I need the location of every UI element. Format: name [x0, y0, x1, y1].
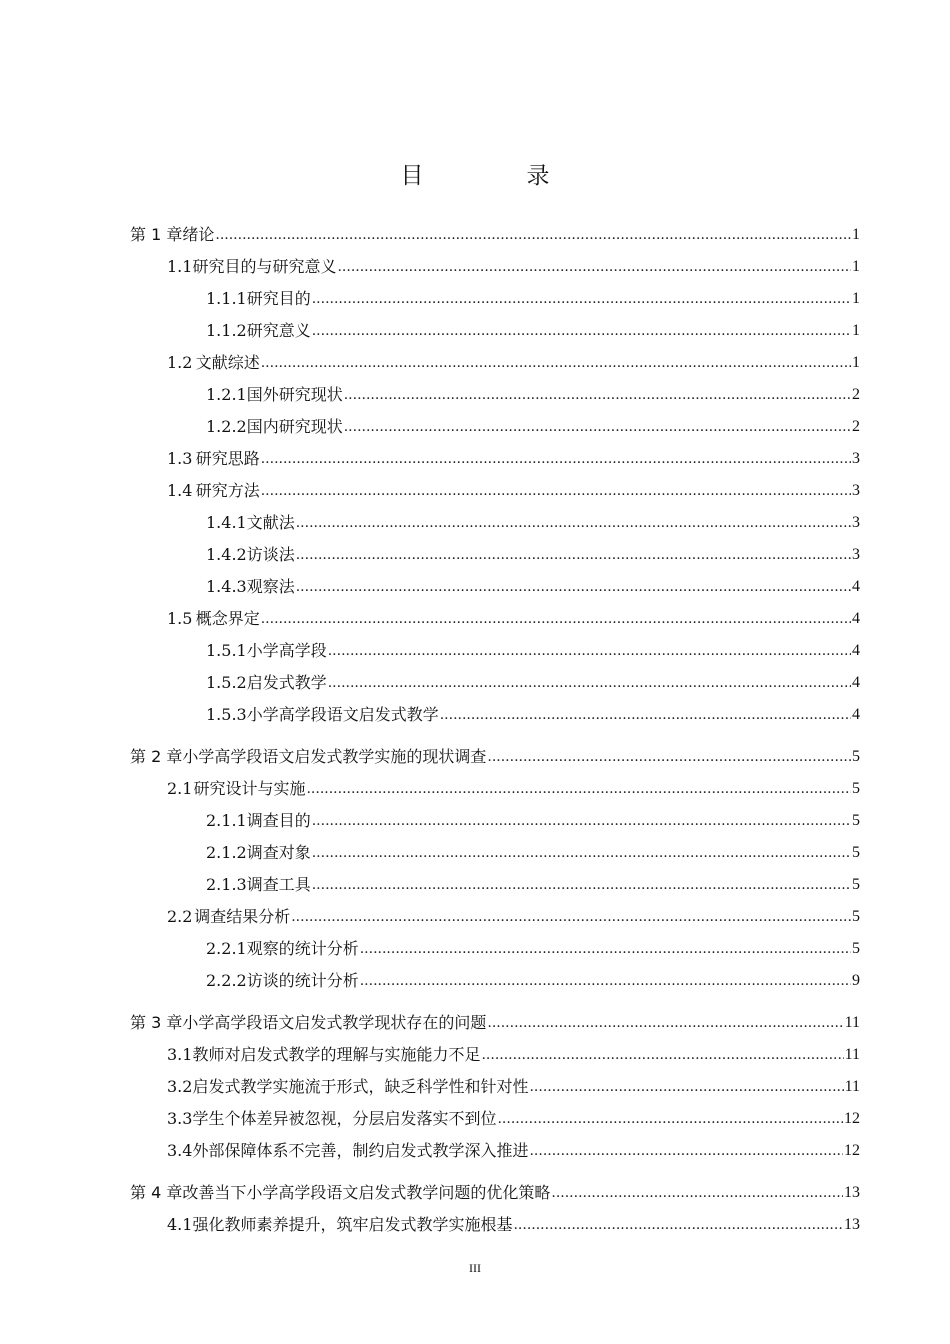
- toc-entry-number: 1.1: [167, 257, 193, 276]
- toc-entry-page-number: 5: [852, 812, 860, 829]
- toc-entry-number: 2.2: [167, 907, 193, 926]
- toc-entry-title: 访谈的统计分析: [246, 971, 359, 990]
- toc-entry-title: 研究设计与实施: [193, 779, 306, 798]
- toc-dot-leader: [261, 347, 851, 379]
- toc-dot-leader: [291, 901, 851, 933]
- toc-entry-page-number: 4: [852, 578, 860, 595]
- toc-subsection-entry[interactable]: [130, 699, 860, 731]
- toc-entry-number: 2.1.3: [206, 875, 247, 894]
- toc-entry-page-number: 1: [852, 258, 860, 275]
- toc-entry-title: 研究思路: [195, 449, 260, 468]
- toc-entry-number: 4.1: [167, 1215, 193, 1234]
- toc-dot-leader: [312, 869, 851, 901]
- toc-section-entry[interactable]: [130, 773, 860, 805]
- toc-dot-leader: [312, 315, 851, 347]
- toc-dot-leader: [312, 283, 851, 315]
- toc-subsection-entry[interactable]: [130, 315, 860, 347]
- toc-subsection-entry[interactable]: [130, 965, 860, 997]
- toc-entry-title: 观察法: [246, 577, 295, 596]
- toc-entry-number: 3.3: [167, 1109, 193, 1128]
- toc-subsection-entry[interactable]: [130, 869, 860, 901]
- toc-entry-page-number: 11: [844, 1014, 860, 1031]
- toc-entry-title: 小学高学段: [246, 641, 327, 660]
- toc-dot-leader: [440, 699, 851, 731]
- toc-dot-leader: [481, 1039, 843, 1071]
- toc-entry-page-number: 3: [852, 514, 860, 531]
- toc-dot-leader: [261, 443, 851, 475]
- toc-section-entry[interactable]: [130, 603, 860, 635]
- toc-entry-page-number: 9: [852, 972, 860, 989]
- toc-entry-number: 2.2.2: [206, 971, 247, 990]
- toc-entry-page-number: 13: [844, 1216, 860, 1233]
- toc-entry-number: 1.4.3: [206, 577, 247, 596]
- toc-entry-page-number: 5: [852, 844, 860, 861]
- toc-dot-leader: [261, 603, 851, 635]
- toc-dot-leader: [487, 741, 851, 773]
- toc-entry-page-number: 5: [852, 876, 860, 893]
- toc-entry-page-number: 12: [844, 1110, 860, 1127]
- toc-subsection-entry[interactable]: [130, 571, 860, 603]
- toc-entry-number: 2.1.2: [206, 843, 247, 862]
- toc-entry-page-number: 5: [852, 908, 860, 925]
- toc-entry-title: 绪论: [182, 225, 215, 244]
- toc-entry-number: 1.5: [167, 609, 193, 628]
- toc-entry-page-number: 3: [852, 482, 860, 499]
- toc-entry-page-number: 1: [852, 290, 860, 307]
- toc-dot-leader: [296, 507, 851, 539]
- toc-entry-page-number: 13: [844, 1184, 860, 1201]
- table-of-contents: [130, 219, 860, 1241]
- toc-entry-title: 文献综述: [195, 353, 260, 372]
- toc-entry-page-number: 3: [852, 546, 860, 563]
- toc-entry-title: 学生个体差异被忽视，分层启发落实不到位: [192, 1109, 497, 1128]
- toc-chapter-entry[interactable]: [130, 1007, 860, 1039]
- toc-section-entry[interactable]: [130, 251, 860, 283]
- toc-subsection-entry[interactable]: [130, 667, 860, 699]
- toc-dot-leader: [328, 635, 851, 667]
- toc-dot-leader: [328, 667, 851, 699]
- toc-subsection-entry[interactable]: [130, 283, 860, 315]
- toc-entry-number: 1.2.1: [206, 385, 247, 404]
- toc-section-entry[interactable]: [130, 347, 860, 379]
- toc-dot-leader: [344, 379, 851, 411]
- toc-section-entry[interactable]: [130, 1039, 860, 1071]
- toc-entry-number: 第 1 章: [130, 225, 183, 244]
- toc-entry-page-number: 4: [852, 610, 860, 627]
- toc-entry-number: 2.1: [167, 779, 193, 798]
- toc-section-entry[interactable]: [130, 1135, 860, 1167]
- toc-entry-page-number: 4: [852, 642, 860, 659]
- toc-entry-number: 1.4: [167, 481, 193, 500]
- toc-entry-title: 小学高学段语文启发式教学实施的现状调查: [182, 747, 487, 766]
- toc-entry-number: 2.2.1: [206, 939, 247, 958]
- toc-entry-page-number: 5: [852, 748, 860, 765]
- toc-entry-title: 研究意义: [246, 321, 311, 340]
- toc-entry-title: 国外研究现状: [246, 385, 343, 404]
- toc-title: 目 录: [400, 163, 590, 189]
- toc-chapter-entry[interactable]: [130, 219, 860, 251]
- toc-dot-leader: [551, 1177, 843, 1209]
- toc-entry-title: 文献法: [246, 513, 295, 532]
- toc-entry-page-number: 12: [844, 1142, 860, 1159]
- toc-entry-page-number: 11: [844, 1078, 860, 1095]
- toc-chapter-entry[interactable]: [130, 1177, 860, 1209]
- toc-entry-number: 1.3: [167, 449, 193, 468]
- toc-dot-leader: [360, 933, 851, 965]
- toc-section-entry[interactable]: [130, 475, 860, 507]
- toc-entry-number: 第 2 章: [130, 747, 183, 766]
- toc-entry-title: 改善当下小学高学段语文启发式教学问题的优化策略: [182, 1183, 551, 1202]
- toc-section-entry[interactable]: [130, 443, 860, 475]
- toc-subsection-entry[interactable]: [130, 805, 860, 837]
- toc-entry-number: 1.2: [167, 353, 193, 372]
- toc-entry-page-number: 11: [844, 1046, 860, 1063]
- toc-dot-leader: [497, 1103, 843, 1135]
- toc-entry-page-number: 2: [852, 418, 860, 435]
- toc-entry-number: 1.5.2: [206, 673, 247, 692]
- toc-entry-title: 启发式教学实施流于形式，缺乏科学性和针对性: [192, 1077, 529, 1096]
- toc-entry-title: 访谈法: [246, 545, 295, 564]
- page-number: III: [469, 1261, 481, 1275]
- toc-dot-leader: [529, 1071, 843, 1103]
- toc-entry-number: 1.1.2: [206, 321, 247, 340]
- toc-dot-leader: [529, 1135, 843, 1167]
- toc-section-entry[interactable]: [130, 1103, 860, 1135]
- toc-subsection-entry[interactable]: [130, 411, 860, 443]
- toc-entry-title: 调查工具: [246, 875, 311, 894]
- toc-entry-title: 启发式教学: [246, 673, 327, 692]
- toc-entry-number: 第 4 章: [130, 1183, 183, 1202]
- toc-entry-page-number: 4: [852, 674, 860, 691]
- toc-dot-leader: [344, 411, 851, 443]
- toc-entry-page-number: 5: [852, 940, 860, 957]
- toc-entry-page-number: 1: [852, 322, 860, 339]
- toc-subsection-entry[interactable]: [130, 933, 860, 965]
- toc-entry-page-number: 5: [852, 780, 860, 797]
- toc-entry-page-number: 4: [852, 706, 860, 723]
- toc-entry-title: 小学高学段语文启发式教学现状存在的问题: [182, 1013, 487, 1032]
- toc-dot-leader: [306, 773, 851, 805]
- toc-entry-title: 调查对象: [246, 843, 311, 862]
- toc-entry-page-number: 2: [852, 386, 860, 403]
- toc-dot-leader: [215, 219, 851, 251]
- toc-subsection-entry[interactable]: [130, 539, 860, 571]
- toc-entry-title: 研究目的: [246, 289, 311, 308]
- toc-entry-number: 2.1.1: [206, 811, 247, 830]
- toc-entry-title: 调查结果分析: [194, 907, 291, 926]
- toc-dot-leader: [312, 805, 851, 837]
- toc-entry-title: 调查目的: [246, 811, 311, 830]
- toc-entry-page-number: 1: [852, 354, 860, 371]
- toc-entry-title: 小学高学段语文启发式教学: [246, 705, 439, 724]
- toc-dot-leader: [360, 965, 851, 997]
- toc-dot-leader: [513, 1209, 843, 1241]
- toc-entry-number: 1.4.2: [206, 545, 247, 564]
- toc-entry-number: 1.5.3: [206, 705, 247, 724]
- toc-entry-number: 3.1: [167, 1045, 193, 1064]
- toc-entry-title: 观察的统计分析: [246, 939, 359, 958]
- toc-entry-title: 外部保障体系不完善，制约启发式教学深入推进: [192, 1141, 529, 1160]
- toc-subsection-entry[interactable]: [130, 379, 860, 411]
- toc-entry-title: 强化教师素养提升，筑牢启发式教学实施根基: [192, 1215, 513, 1234]
- toc-entry-number: 第 3 章: [130, 1013, 183, 1032]
- toc-entry-title: 国内研究现状: [246, 417, 343, 436]
- toc-section-entry[interactable]: [130, 1071, 860, 1103]
- toc-dot-leader: [296, 539, 851, 571]
- toc-entry-page-number: 1: [852, 226, 860, 243]
- toc-entry-number: 1.4.1: [206, 513, 247, 532]
- toc-dot-leader: [296, 571, 851, 603]
- toc-entry-title: 概念界定: [195, 609, 260, 628]
- toc-entry-number: 1.1.1: [206, 289, 247, 308]
- toc-entry-number: 1.5.1: [206, 641, 247, 660]
- toc-entry-page-number: 3: [852, 450, 860, 467]
- toc-dot-leader: [261, 475, 851, 507]
- toc-dot-leader: [337, 251, 851, 283]
- toc-subsection-entry[interactable]: [130, 635, 860, 667]
- toc-entry-number: 3.2: [167, 1077, 193, 1096]
- toc-section-entry[interactable]: [130, 1209, 860, 1241]
- toc-entry-title: 研究目的与研究意义: [192, 257, 337, 276]
- toc-dot-leader: [312, 837, 851, 869]
- toc-entry-number: 3.4: [167, 1141, 193, 1160]
- toc-dot-leader: [487, 1007, 843, 1039]
- toc-entry-title: 教师对启发式教学的理解与实施能力不足: [192, 1045, 481, 1064]
- toc-entry-title: 研究方法: [195, 481, 260, 500]
- toc-subsection-entry[interactable]: [130, 507, 860, 539]
- toc-entry-number: 1.2.2: [206, 417, 247, 436]
- toc-section-entry[interactable]: [130, 901, 860, 933]
- toc-subsection-entry[interactable]: [130, 837, 860, 869]
- toc-chapter-entry[interactable]: [130, 741, 860, 773]
